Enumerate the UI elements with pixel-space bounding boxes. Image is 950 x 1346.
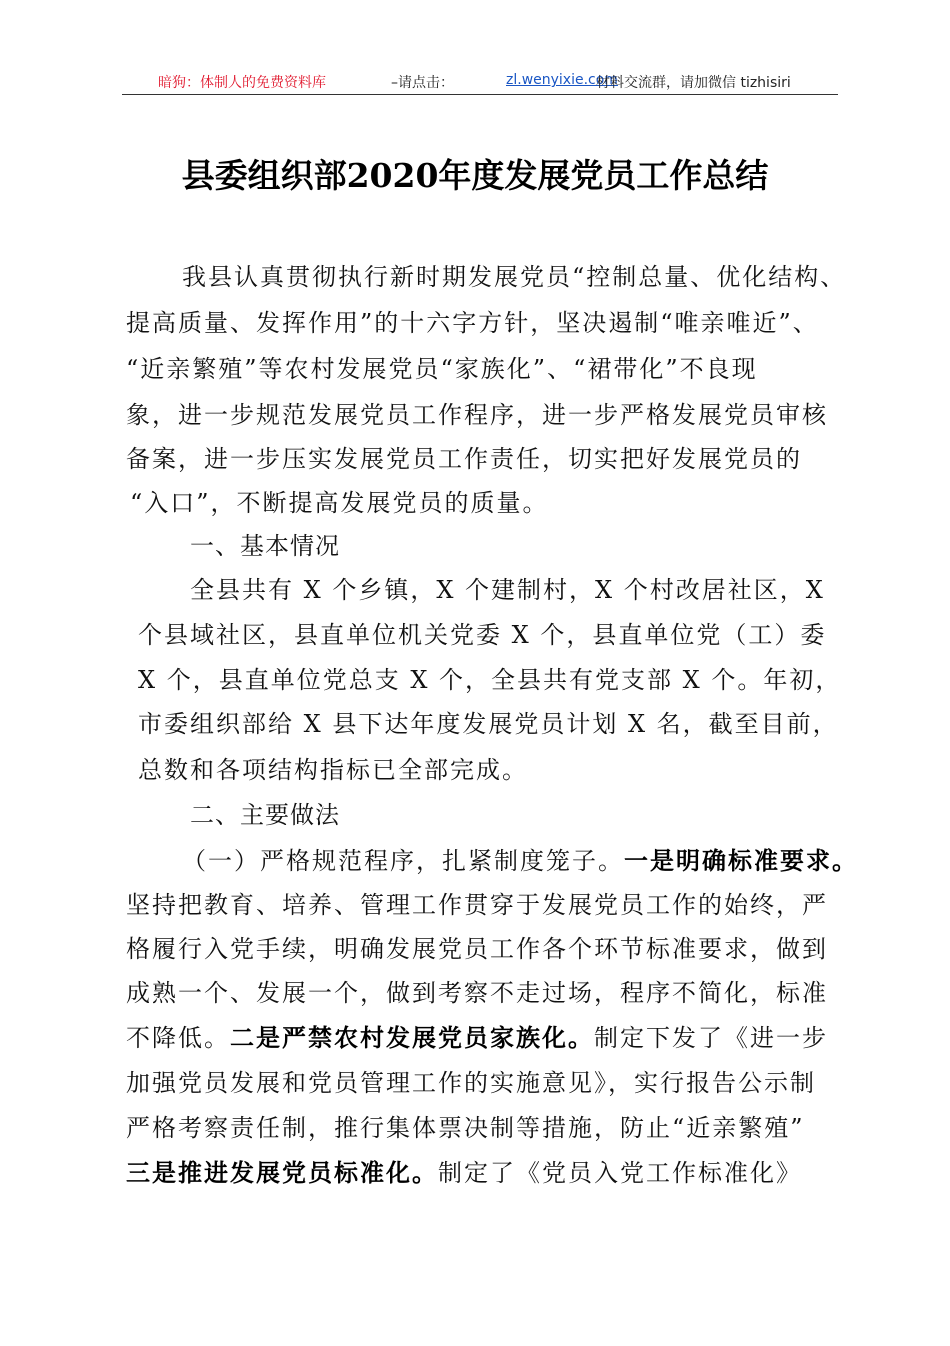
section2-line-8-end: 制定了《党员入党工作标准化》 bbox=[438, 1159, 802, 1187]
section2-line-4: 成熟一个、发展一个，做到考察不走过场，程序不简化，标准 bbox=[126, 979, 828, 1007]
intro-line-2: 提高质量、发挥作用”的十六字方针，坚决遏制“唯亲唯近”、 bbox=[126, 309, 819, 337]
section2-line-5 bbox=[126, 1018, 828, 1053]
section2-line-1 bbox=[182, 841, 858, 876]
section2-line-8 bbox=[126, 1153, 802, 1188]
section1-line-5: 总数和各项结构指标已全部完成。 bbox=[138, 756, 528, 784]
section2-line-6: 加强党员发展和党员管理工作的实施意见》，实行报告公示制 bbox=[126, 1069, 816, 1097]
section2-line-2: 坚持把教育、培养、管理工作贯穿于发展党员工作的始终，严 bbox=[126, 891, 828, 919]
section2-heading: 二、主要做法 bbox=[190, 801, 340, 829]
intro-line-5: 备案，进一步压实发展党员工作责任，切实把好发展党员的 bbox=[126, 445, 802, 473]
section2-line-5-start: 不降低。 bbox=[126, 1024, 230, 1052]
section1-line-3: X 个，县直单位党总支 X 个，全县共有党支部 X 个。年初， bbox=[138, 666, 842, 694]
section2-line-7: 严格考察责任制，推行集体票决制等措施，防止“近亲繁殖” bbox=[126, 1114, 805, 1142]
page-header bbox=[122, 70, 838, 95]
header-wechat: 材料交流群，请加微信 tizhisiri bbox=[596, 75, 791, 91]
intro-line-3: “近亲繁殖”等农村发展党员“家族化”、“裙带化”不良现 bbox=[126, 355, 758, 383]
section2-sub-heading: （一）严格规范程序，扎紧制度笼子。 bbox=[182, 847, 624, 875]
section1-line-4: 市委组织部给 X 县下达年度发展党员计划 X 名，截至目前， bbox=[138, 710, 839, 738]
intro-line-6: “入口”，不断提高发展党员的质量。 bbox=[130, 489, 549, 517]
header-link[interactable]: zl.wenyixie.com bbox=[506, 72, 618, 88]
intro-line-4: 象，进一步规范发展党员工作程序，进一步严格发展党员审核 bbox=[126, 401, 828, 429]
point-three-title: 三是推进发展党员标准化。 bbox=[126, 1159, 438, 1187]
section2-line-5-end: 制定下发了《进一步 bbox=[594, 1024, 828, 1052]
section2-line-3: 格履行入党手续，明确发展党员工作各个环节标准要求，做到 bbox=[126, 935, 828, 963]
section1-heading: 一、基本情况 bbox=[190, 532, 340, 560]
section1-line-2: 个县域社区，县直单位机关党委 X 个，县直单位党（工）委 bbox=[138, 621, 827, 649]
header-link-prefix: –请点击： bbox=[391, 75, 454, 91]
intro-line-1: 我县认真贯彻执行新时期发展党员“控制总量、优化结构、 bbox=[182, 263, 847, 291]
point-two-title: 二是严禁农村发展党员家族化。 bbox=[230, 1024, 594, 1052]
section1-line-1: 全县共有 X 个乡镇，X 个建制村，X 个村改居社区，X bbox=[190, 576, 825, 604]
header-brand: 暗狗：体制人的免费资料库 bbox=[158, 75, 326, 91]
document-title: 县委组织部2020年度发展党员工作总结 bbox=[181, 156, 769, 195]
point-one-title: 一是明确标准要求。 bbox=[624, 847, 858, 875]
